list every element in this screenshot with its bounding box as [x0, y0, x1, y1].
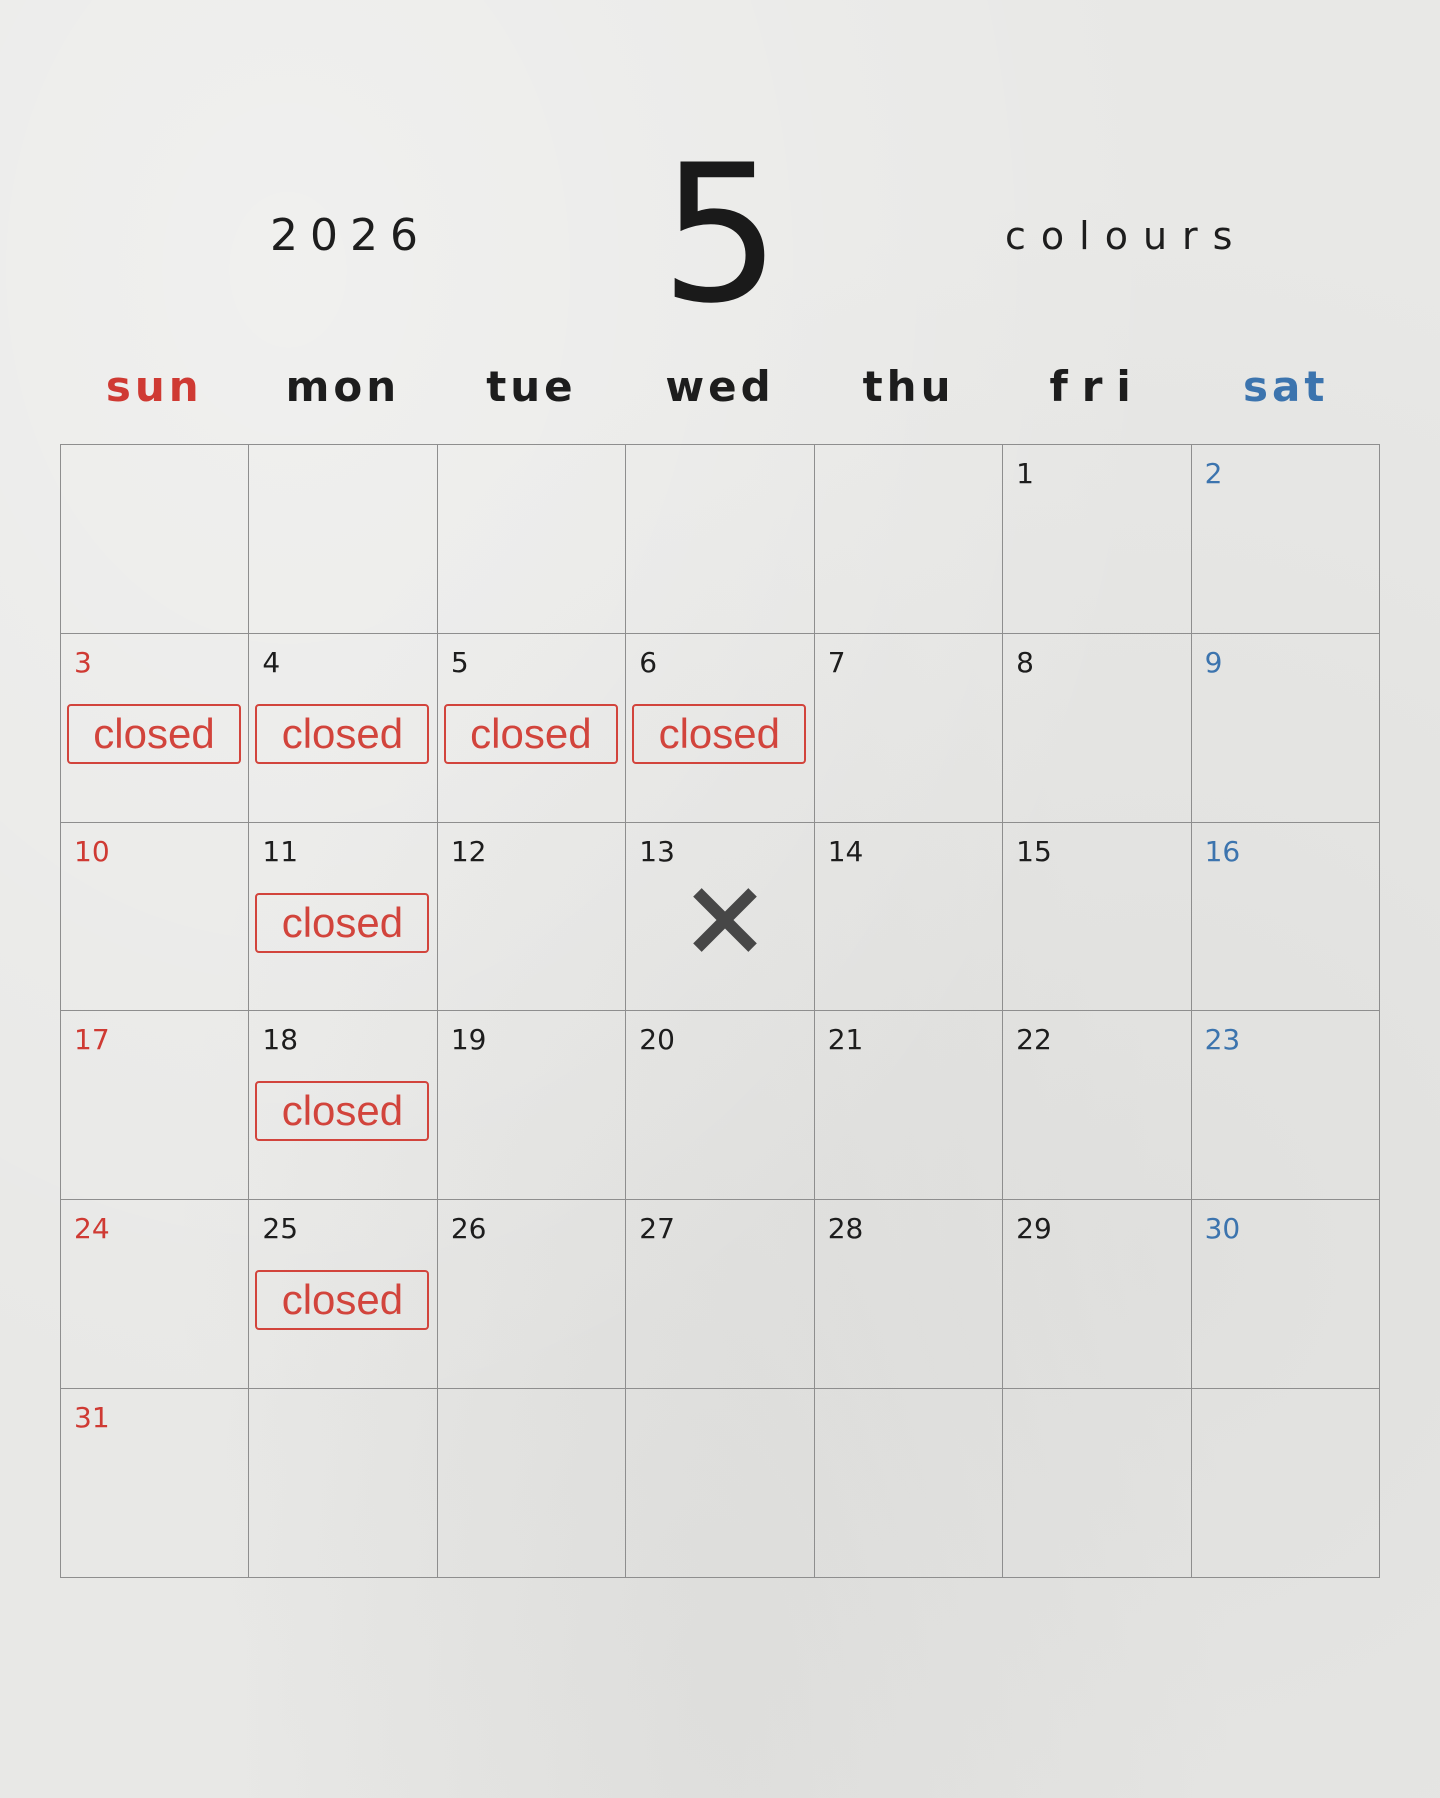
weekday-thu: thu [862, 362, 955, 411]
day-cell [61, 823, 249, 1012]
weekday-sun: sun [105, 362, 203, 411]
day-number: 8 [1016, 645, 1034, 679]
weekday-mon: mon [285, 362, 401, 411]
weekday-fri: fri [1049, 362, 1145, 411]
day-cell [438, 634, 626, 823]
day-number: 3 [74, 645, 92, 679]
closed-badge: closed [67, 704, 241, 764]
weekday-tue: tue [486, 362, 577, 411]
day-number: 26 [450, 1212, 487, 1246]
day-cell [1003, 1011, 1191, 1200]
day-cell [1192, 1200, 1380, 1389]
brand-name: colours [1005, 214, 1248, 258]
day-cell [249, 445, 437, 634]
day-number: 23 [1204, 1023, 1241, 1057]
day-cell [249, 634, 437, 823]
day-number: 17 [74, 1023, 110, 1057]
day-cell [249, 1389, 437, 1578]
day-cell [438, 445, 626, 634]
day-cell [815, 634, 1003, 823]
day-cell [1192, 445, 1380, 634]
day-number: 27 [639, 1212, 675, 1246]
day-number: 13 [639, 834, 675, 868]
day-cell [626, 634, 814, 823]
day-cell [61, 1011, 249, 1200]
day-cell [1003, 1200, 1191, 1389]
day-cell [1192, 823, 1380, 1012]
day-number: 24 [74, 1212, 110, 1246]
day-number: 16 [1204, 834, 1241, 868]
day-number: 5 [450, 645, 469, 679]
year-label: 2026 [270, 210, 430, 261]
day-cell [438, 1011, 626, 1200]
day-number: 25 [262, 1212, 299, 1246]
day-cell [61, 1200, 249, 1389]
closed-badge: closed [255, 893, 429, 953]
closed-badge: closed [255, 1081, 429, 1141]
day-cell [61, 445, 249, 634]
day-cell [249, 1200, 437, 1389]
day-number: 10 [74, 834, 110, 868]
day-cell [626, 1200, 814, 1389]
month-number: 5 [660, 124, 781, 345]
day-cell [438, 1200, 626, 1389]
weekday-wed: wed [665, 362, 775, 411]
day-number: 11 [262, 834, 299, 868]
closed-badge: closed [255, 1270, 429, 1330]
day-number: 2 [1204, 457, 1223, 490]
day-number: 4 [262, 645, 281, 679]
day-cell [1192, 1011, 1380, 1200]
day-number: 7 [827, 645, 846, 679]
day-cell [1003, 823, 1191, 1012]
day-number: 22 [1016, 1023, 1052, 1057]
day-cell [626, 823, 814, 1012]
weekday-header [60, 362, 1380, 422]
day-cell [626, 445, 814, 634]
day-cell [815, 445, 1003, 634]
day-number: 18 [262, 1023, 299, 1057]
day-cell [815, 1200, 1003, 1389]
x-mark-icon [688, 885, 758, 955]
day-number: 20 [639, 1023, 675, 1057]
day-cell [1003, 445, 1191, 634]
day-cell [249, 1011, 437, 1200]
closed-badge: closed [255, 704, 429, 764]
day-cell [626, 1389, 814, 1578]
weekday-sat: sat [1242, 362, 1329, 411]
day-number: 15 [1016, 834, 1052, 868]
day-cell [438, 1389, 626, 1578]
day-cell [815, 1389, 1003, 1578]
day-number: 12 [450, 834, 487, 868]
day-number: 29 [1016, 1212, 1052, 1246]
closed-badge: closed [444, 704, 618, 764]
day-number: 14 [827, 834, 864, 868]
day-cell [61, 634, 249, 823]
day-cell [815, 1011, 1003, 1200]
calendar-grid [60, 444, 1380, 1578]
day-number: 21 [827, 1023, 864, 1057]
day-cell [1192, 1389, 1380, 1578]
day-number: 19 [450, 1023, 487, 1057]
day-number: 31 [74, 1401, 110, 1435]
day-number: 9 [1204, 645, 1223, 679]
day-number: 28 [827, 1212, 864, 1246]
day-cell [1192, 634, 1380, 823]
day-number: 6 [639, 645, 658, 679]
closed-badge: closed [632, 704, 806, 764]
day-cell [61, 1389, 249, 1578]
day-cell [815, 823, 1003, 1012]
day-cell [249, 823, 437, 1012]
day-number: 30 [1204, 1212, 1241, 1246]
day-cell [626, 1011, 814, 1200]
day-number: 1 [1016, 457, 1034, 490]
day-cell [1003, 1389, 1191, 1578]
day-cell [1003, 634, 1191, 823]
day-cell [438, 823, 626, 1012]
